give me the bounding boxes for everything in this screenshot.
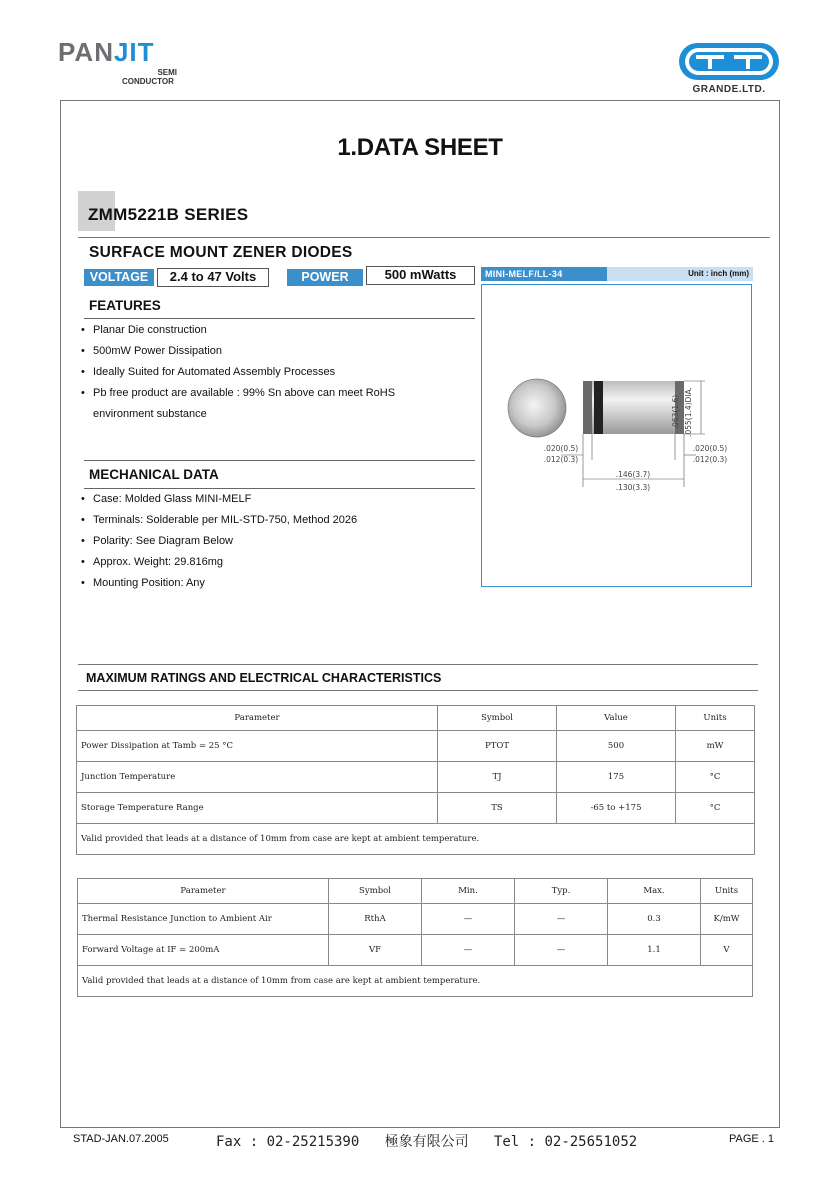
feature-item-continuation: environment substance (93, 408, 207, 420)
header-cell: Units (676, 706, 755, 731)
table-cell: TJ (438, 762, 557, 793)
ratings-bottom-divider (78, 690, 758, 691)
grande-caption: GRANDE.LTD. (692, 84, 766, 95)
grande-emblem-icon (676, 40, 782, 84)
table-row (77, 793, 755, 824)
logo-sub-semi: SEMI (157, 68, 177, 77)
mechanical-item: • Terminals: Solderable per MIL-STD-750, Method 2026 (81, 514, 476, 535)
dim-lead-left-max: .020(0.5) (543, 444, 579, 453)
table-header-row (77, 706, 755, 731)
table-row (77, 731, 755, 762)
header-cell: Parameter (78, 879, 329, 904)
table-row (78, 935, 753, 966)
table-note: Valid provided that leads at a distance of 10mm from case are kept at ambient temperature. (77, 824, 755, 855)
voltage-value: 2.4 to 47 Volts (157, 268, 269, 287)
table-cell: V (701, 935, 753, 966)
thermal-table (77, 878, 753, 997)
feature-item: • Planar Die construction (81, 324, 476, 345)
table-cell: °C (676, 793, 755, 824)
table-header-row (78, 879, 753, 904)
mechanical-item: • Case: Molded Glass MINI-MELF (81, 493, 476, 514)
table-cell: 500 (557, 731, 676, 762)
table-cell: 175 (557, 762, 676, 793)
header-cell: Parameter (77, 706, 438, 731)
mechanical-item: • Approx. Weight: 29.816mg (81, 556, 476, 577)
features-list (81, 324, 476, 408)
dim-lead-left-min: .012(0.3) (543, 455, 579, 464)
package-name: MINI-MELF/LL-34 (481, 267, 607, 281)
table-note-row (77, 824, 755, 855)
header-cell: Max. (608, 879, 701, 904)
ratings-top-divider (78, 664, 758, 665)
footer-company: 極象有限公司 (384, 1134, 469, 1150)
power-badge: POWER (287, 269, 363, 286)
table-note: Valid provided that leads at a distance of 10mm from case are kept at ambient temperature. (78, 966, 753, 997)
table-cell: Forward Voltage at IF = 200mA (78, 935, 329, 966)
logo-word-jit: JIT (113, 37, 155, 67)
table-cell: Power Dissipation at Tamb = 25 °C (77, 731, 438, 762)
footer-fax: Fax : 02-25215390 (216, 1134, 360, 1150)
logo-sub-conductor: CONDUCTOR (122, 77, 174, 86)
ratings-table (76, 705, 755, 855)
footer-contact (216, 1131, 637, 1151)
footer-page-number: PAGE . 1 (729, 1133, 775, 1145)
table-cell: -65 to +175 (557, 793, 676, 824)
logo-word-pan: PAN (58, 37, 114, 67)
table-cell: TS (438, 793, 557, 824)
table-cell: Junction Temperature (77, 762, 438, 793)
dim-lead-right-max: .020(0.5) (692, 444, 728, 453)
header-cell: Symbol (438, 706, 557, 731)
grande-logo (676, 40, 782, 96)
header-cell: Min. (422, 879, 515, 904)
series-name: ZMM5221B SERIES (88, 205, 249, 224)
mechanical-item: • Polarity: See Diagram Below (81, 535, 476, 556)
page-title: 1.DATA SHEET (337, 134, 503, 161)
table-row (78, 904, 753, 935)
features-heading: FEATURES (89, 298, 161, 313)
mechanical-top-divider (84, 460, 475, 461)
ratings-heading: MAXIMUM RATINGS AND ELECTRICAL CHARACTERISTICS (86, 671, 442, 685)
panjit-logo (58, 38, 188, 90)
mechanical-divider (84, 488, 475, 489)
dim-length-min: .130(3.3) (615, 483, 651, 492)
mechanical-item: • Mounting Position: Any (81, 577, 476, 598)
table-row (77, 762, 755, 793)
table-cell: 1.1 (608, 935, 701, 966)
mechanical-list (81, 493, 476, 598)
dim-diameter-min: .055(1.4)DIA. (684, 387, 693, 437)
table-cell: — (422, 935, 515, 966)
table-note-row (78, 966, 753, 997)
table-cell: VF (329, 935, 422, 966)
header-cell: Symbol (329, 879, 422, 904)
table-cell: PTOT (438, 731, 557, 762)
package-unit: Unit : inch (mm) (688, 269, 749, 278)
table-cell: Storage Temperature Range (77, 793, 438, 824)
footer-tel: Tel : 02-25651052 (493, 1134, 638, 1150)
product-subtitle: SURFACE MOUNT ZENER DIODES (89, 244, 353, 261)
table-cell: 0.3 (608, 904, 701, 935)
dim-lead-right-min: .012(0.3) (692, 455, 728, 464)
table-cell: °C (676, 762, 755, 793)
feature-item: • Ideally Suited for Automated Assembly Processes (81, 366, 476, 387)
power-value: 500 mWatts (366, 266, 475, 285)
package-header (481, 267, 753, 281)
features-divider (84, 318, 475, 319)
header-cell: Typ. (515, 879, 608, 904)
dim-length-max: .146(3.7) (615, 470, 651, 479)
dim-diameter-max: .063(1.6) (671, 394, 680, 430)
table-cell: mW (676, 731, 755, 762)
table-cell: — (422, 904, 515, 935)
package-outline-drawing (481, 284, 752, 504)
table-cell: K/mW (701, 904, 753, 935)
table-cell: — (515, 904, 608, 935)
table-cell: RthA (329, 904, 422, 935)
mechanical-heading: MECHANICAL DATA (89, 467, 219, 482)
table-cell: — (515, 935, 608, 966)
table-cell: Thermal Resistance Junction to Ambient Air (78, 904, 329, 935)
voltage-badge: VOLTAGE (84, 269, 154, 286)
header-cell: Value (557, 706, 676, 731)
footer-doc-id: STAD-JAN.07.2005 (73, 1133, 169, 1145)
feature-item: • 500mW Power Dissipation (81, 345, 476, 366)
feature-item: • Pb free product are available : 99% Sn above can meet RoHS (81, 387, 476, 408)
series-divider (78, 237, 770, 238)
header-cell: Units (701, 879, 753, 904)
